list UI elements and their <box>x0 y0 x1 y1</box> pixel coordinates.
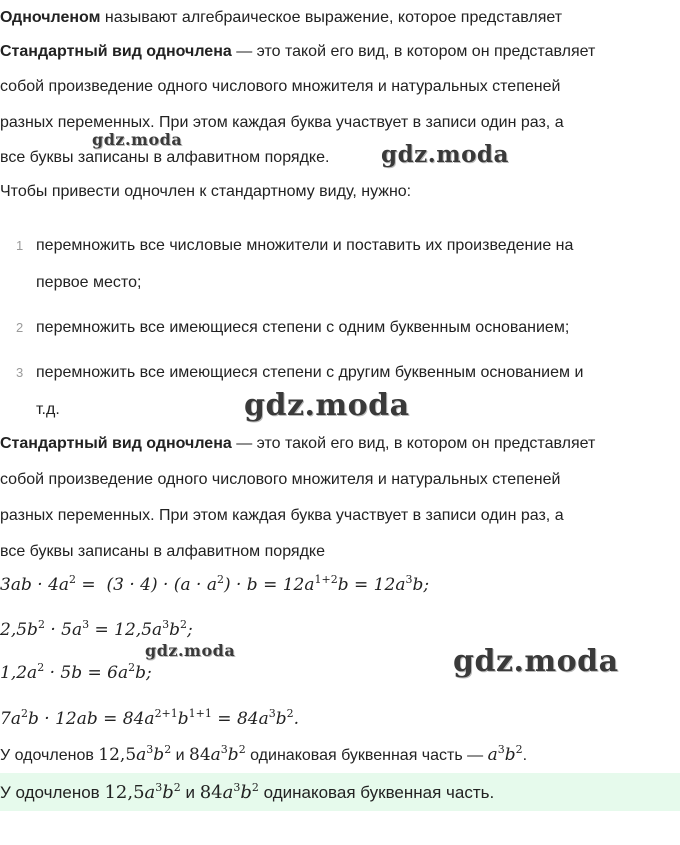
list-number: 1 <box>16 238 24 253</box>
answer-and: и <box>180 783 200 802</box>
standard-form-text: — это такой его вид, в котором он представляет <box>231 435 596 452</box>
conclusion-suffix: одинаковая буквенная часть — <box>245 747 488 764</box>
list-text: перемножить все имеющиеся степени с другим буквенным основанием и <box>36 364 584 381</box>
conclusion-prefix: У одочленов <box>0 747 99 764</box>
equation-3: $1,2a^2 \cdot 5b = 6a^2b$; <box>0 661 152 683</box>
standard-form-repeat-line-2: собой произведение одного числового множителя и натуральных степеней <box>0 471 561 488</box>
watermark: gdz.moda <box>453 644 619 679</box>
answer-monomial-b: $84a^3b^2$ <box>199 781 259 803</box>
monomial-b: $84a^3b^2$ <box>189 743 246 765</box>
watermark: gdz.moda <box>145 641 236 660</box>
standard-form-line-1 <box>0 42 595 62</box>
list-number: 3 <box>16 365 24 380</box>
list-number: 2 <box>16 320 24 335</box>
list-text-continued: т.д. <box>36 401 60 418</box>
standard-form-repeat-line-4: все буквы записаны в алфавитном порядке <box>0 543 325 560</box>
term-standard-form: Стандартный вид одночлена <box>0 43 232 60</box>
conclusion-line <box>0 745 527 766</box>
standard-form-text: — это такой его вид, в котором он представляет <box>231 43 596 60</box>
standard-form-line-4: все буквы записаны в алфавитном порядке. <box>0 149 330 166</box>
list-text: перемножить все имеющиеся степени с одним буквенным основанием; <box>36 319 570 336</box>
list-text: перемножить все числовые множители и поставить их произведение на <box>36 237 574 254</box>
monomial-a: $12,5a^3b^2$ <box>98 743 172 765</box>
answer-line <box>0 783 494 803</box>
conclusion-end: . <box>522 747 528 764</box>
list-text-continued: первое место; <box>36 274 142 291</box>
watermark: gdz.moda <box>381 141 509 168</box>
equation-4: $7a^2b \cdot 12ab = 84a^{2+1}b^{1+1} = 84a^3b^2$. <box>0 707 300 729</box>
standard-form-repeat-line-1 <box>0 434 595 454</box>
definition-text: называют алгебраическое выражение, которое представляет <box>100 9 563 26</box>
equation-2: $2,5b^2 \cdot 5a^3 = 12,5a^3b^2$; <box>0 618 193 640</box>
standard-form-repeat-line-3: разных переменных. При этом каждая буква участвует в записи один раз, а <box>0 507 564 524</box>
steps-intro: Чтобы привести одночлен к стандартному виду, нужно: <box>0 183 412 200</box>
standard-form-line-2: собой произведение одного числового множителя и натуральных степеней <box>0 78 561 95</box>
term-monomial: Одночленом <box>0 9 101 26</box>
answer-suffix: одинаковая буквенная часть. <box>258 783 495 802</box>
conclusion-and: и <box>171 747 190 764</box>
equation-1: $3ab \cdot 4a^2 = (3 \cdot 4) \cdot (a \cdot a^2) \cdot b = 12a^{1+2}b = 12a^3b$; <box>0 573 430 595</box>
watermark: gdz.moda <box>244 388 410 423</box>
watermark: gdz.moda <box>92 130 183 149</box>
letter-part: $a^3b^2$ <box>487 743 523 765</box>
term-standard-form: Стандартный вид одночлена <box>0 435 232 452</box>
answer-monomial-a: $12,5a^3b^2$ <box>104 781 181 803</box>
standard-form-line-3: разных переменных. При этом каждая буква участвует в записи один раз, а <box>0 114 564 131</box>
answer-prefix: У одочленов <box>0 783 105 802</box>
definition-line <box>0 8 562 28</box>
